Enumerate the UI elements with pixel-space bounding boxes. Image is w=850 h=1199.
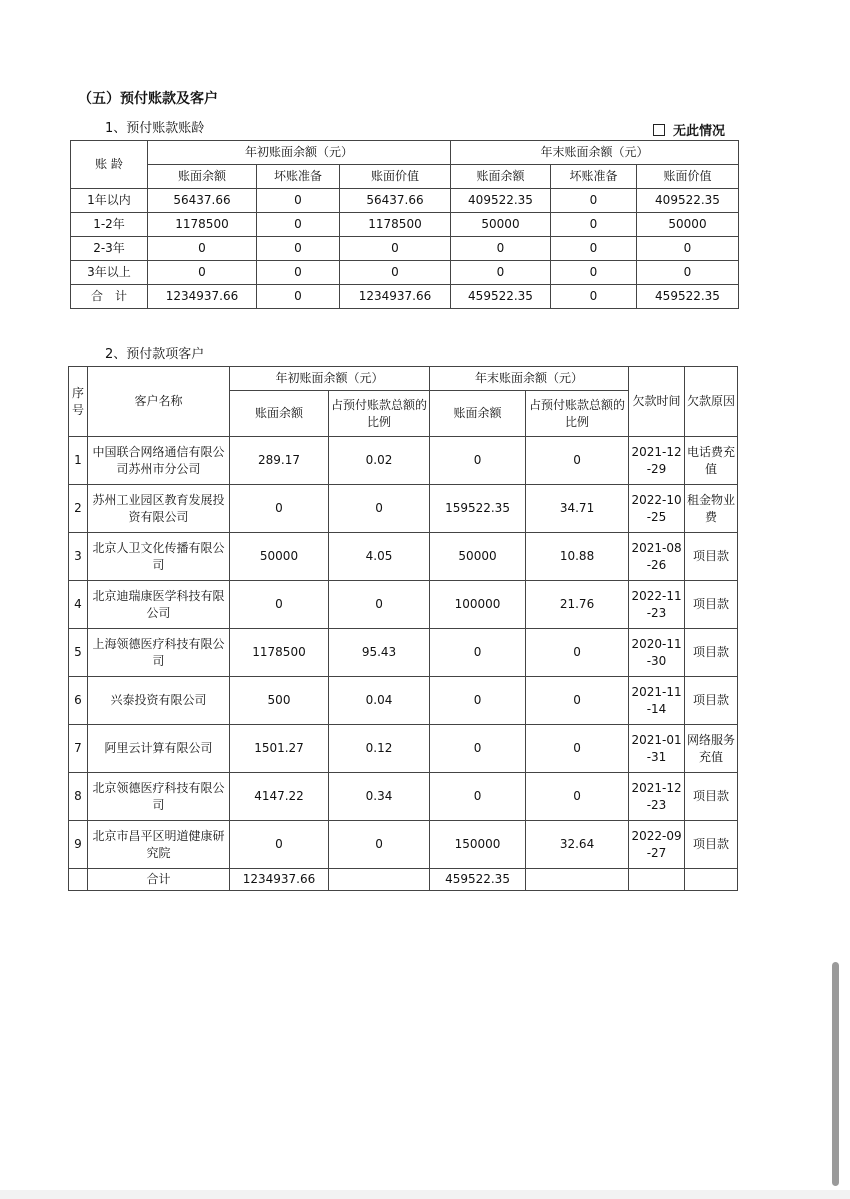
seq-cell: 4: [69, 581, 88, 629]
no-such-situation[interactable]: [653, 120, 725, 139]
seq-cell: 3: [69, 533, 88, 581]
end-ratio-cell: 10.88: [526, 533, 629, 581]
customer-row: [69, 677, 738, 725]
due-reason-cell: 项目款: [685, 629, 738, 677]
customer-row: [69, 725, 738, 773]
aging-value: 459522.35: [451, 285, 551, 309]
total-time: [629, 869, 685, 891]
end-balance-header: 年末账面余额（元）: [430, 367, 629, 391]
end-ratio-subheader: 占预付账款总额的比例: [526, 391, 629, 437]
aging-value: 0: [257, 237, 340, 261]
customer-row: [69, 629, 738, 677]
end-ratio-cell: 21.76: [526, 581, 629, 629]
begin-balance-cell: 1178500: [230, 629, 329, 677]
age-header: 账 龄: [71, 141, 148, 189]
begin-balance-cell: 4147.22: [230, 773, 329, 821]
sub-header: 账面价值: [637, 165, 739, 189]
customer-name-cell: 北京领德医疗科技有限公司: [88, 773, 230, 821]
due-time-cell: 2020-11-30: [629, 629, 685, 677]
checkbox-icon[interactable]: [653, 124, 665, 136]
aging-value: 0: [340, 261, 451, 285]
seq-cell: 1: [69, 437, 88, 485]
begin-ratio-cell: 0.34: [329, 773, 430, 821]
customer-row: [69, 773, 738, 821]
subsection-title-aging: 1、预付账款账龄: [105, 121, 205, 136]
sub-header: 坏账准备: [257, 165, 340, 189]
end-balance-cell: 159522.35: [430, 485, 526, 533]
begin-balance-cell: 50000: [230, 533, 329, 581]
end-balance-cell: 150000: [430, 821, 526, 869]
customer-name-cell: 中国联合网络通信有限公司苏州市分公司: [88, 437, 230, 485]
total-label: 合计: [88, 869, 230, 891]
aging-row: [71, 261, 739, 285]
end-balance-cell: 100000: [430, 581, 526, 629]
aging-value: 0: [451, 261, 551, 285]
sub-header: 坏账准备: [551, 165, 637, 189]
aging-period: 1年以内: [71, 189, 148, 213]
total-begin-balance: 1234937.66: [230, 869, 329, 891]
customer-row: [69, 533, 738, 581]
total-begin-ratio: [329, 869, 430, 891]
aging-value: 0: [451, 237, 551, 261]
aging-value: 0: [637, 261, 739, 285]
begin-ratio-subheader: 占预付账款总额的比例: [329, 391, 430, 437]
due-time-cell: 2021-12-23: [629, 773, 685, 821]
sub-header: 账面余额: [451, 165, 551, 189]
seq-cell: 8: [69, 773, 88, 821]
aging-value: 0: [551, 261, 637, 285]
end-ratio-cell: 0: [526, 629, 629, 677]
due-reason-cell: 租金物业费: [685, 485, 738, 533]
end-ratio-cell: 0: [526, 677, 629, 725]
seq-cell: 6: [69, 677, 88, 725]
begin-balance-cell: 500: [230, 677, 329, 725]
aging-value: 50000: [451, 213, 551, 237]
seq-cell: 2: [69, 485, 88, 533]
aging-value: 0: [257, 189, 340, 213]
begin-balance-cell: 0: [230, 581, 329, 629]
aging-value: 0: [637, 237, 739, 261]
scrollbar[interactable]: [832, 962, 839, 1186]
customer-name-header: 客户名称: [88, 367, 230, 437]
customer-name-cell: 北京迪瑞康医学科技有限公司: [88, 581, 230, 629]
end-balance-cell: 0: [430, 677, 526, 725]
aging-period: 3年以上: [71, 261, 148, 285]
due-reason-cell: 项目款: [685, 581, 738, 629]
begin-balance-subheader: 账面余额: [230, 391, 329, 437]
due-time-cell: 2021-12-29: [629, 437, 685, 485]
customer-name-cell: 上海领德医疗科技有限公司: [88, 629, 230, 677]
end-ratio-cell: 0: [526, 437, 629, 485]
begin-balance-cell: 1501.27: [230, 725, 329, 773]
customers-table: [68, 366, 738, 891]
due-reason-cell: 电话费充值: [685, 437, 738, 485]
no-such-situation-label: 无此情况: [673, 124, 726, 139]
aging-value: 0: [257, 261, 340, 285]
due-time-cell: 2021-08-26: [629, 533, 685, 581]
section-title: （五）预付账款及客户: [78, 91, 218, 107]
begin-ratio-cell: 0.02: [329, 437, 430, 485]
end-balance-subheader: 账面余额: [430, 391, 526, 437]
due-reason-cell: 项目款: [685, 677, 738, 725]
end-ratio-cell: 0: [526, 725, 629, 773]
begin-balance-header: 年初账面余额（元）: [230, 367, 430, 391]
aging-value: 56437.66: [340, 189, 451, 213]
aging-value: 0: [551, 237, 637, 261]
aging-value: 1234937.66: [148, 285, 257, 309]
bottom-bar: [0, 1190, 850, 1199]
sub-header: 账面价值: [340, 165, 451, 189]
aging-row: [71, 213, 739, 237]
aging-period: 1-2年: [71, 213, 148, 237]
seq-cell: 5: [69, 629, 88, 677]
customer-row: [69, 485, 738, 533]
customer-name-cell: 北京市昌平区明道健康研究院: [88, 821, 230, 869]
aging-period: 合 计: [71, 285, 148, 309]
end-ratio-cell: 0: [526, 773, 629, 821]
seq-cell: 7: [69, 725, 88, 773]
end-balance-cell: 0: [430, 725, 526, 773]
total-end-balance: 459522.35: [430, 869, 526, 891]
aging-period: 2-3年: [71, 237, 148, 261]
aging-value: 0: [340, 237, 451, 261]
begin-balance-cell: 0: [230, 485, 329, 533]
total-reason: [685, 869, 738, 891]
customer-name-cell: 兴泰投资有限公司: [88, 677, 230, 725]
end-ratio-cell: 34.71: [526, 485, 629, 533]
begin-ratio-cell: 0.12: [329, 725, 430, 773]
due-time-cell: 2022-10-25: [629, 485, 685, 533]
aging-row: [71, 285, 739, 309]
aging-value: 0: [257, 213, 340, 237]
aging-value: 0: [551, 189, 637, 213]
aging-value: 459522.35: [637, 285, 739, 309]
due-time-cell: 2021-11-14: [629, 677, 685, 725]
aging-row: [71, 189, 739, 213]
begin-ratio-cell: 0: [329, 821, 430, 869]
due-reason-cell: 项目款: [685, 821, 738, 869]
sub-header: 账面余额: [148, 165, 257, 189]
end-balance-cell: 0: [430, 437, 526, 485]
total-end-ratio: [526, 869, 629, 891]
due-time-cell: 2022-11-23: [629, 581, 685, 629]
begin-balance-cell: 289.17: [230, 437, 329, 485]
begin-ratio-cell: 0: [329, 581, 430, 629]
subsection-title-customers: 2、预付款项客户: [105, 347, 205, 362]
aging-value: 1178500: [340, 213, 451, 237]
aging-value: 0: [257, 285, 340, 309]
aging-value: 0: [551, 285, 637, 309]
due-time-cell: 2021-01-31: [629, 725, 685, 773]
aging-value: 0: [148, 237, 257, 261]
end-balance-cell: 0: [430, 773, 526, 821]
customer-row: [69, 437, 738, 485]
end-ratio-cell: 32.64: [526, 821, 629, 869]
begin-ratio-cell: 0: [329, 485, 430, 533]
begin-balance-cell: 0: [230, 821, 329, 869]
begin-ratio-cell: 4.05: [329, 533, 430, 581]
aging-value: 409522.35: [637, 189, 739, 213]
customer-name-cell: 苏州工业园区教育发展投资有限公司: [88, 485, 230, 533]
total-seq: [69, 869, 88, 891]
begin-balance-header: 年初账面余额（元）: [148, 141, 451, 165]
aging-value: 56437.66: [148, 189, 257, 213]
customer-row: [69, 821, 738, 869]
end-balance-cell: 0: [430, 629, 526, 677]
aging-value: 0: [148, 261, 257, 285]
aging-row: [71, 237, 739, 261]
begin-ratio-cell: 0.04: [329, 677, 430, 725]
aging-value: 0: [551, 213, 637, 237]
end-balance-cell: 50000: [430, 533, 526, 581]
aging-table: [70, 140, 739, 309]
aging-value: 1234937.66: [340, 285, 451, 309]
due-reason-cell: 网络服务充值: [685, 725, 738, 773]
customer-name-cell: 北京人卫文化传播有限公司: [88, 533, 230, 581]
due-reason-cell: 项目款: [685, 533, 738, 581]
end-balance-header: 年末账面余额（元）: [451, 141, 739, 165]
customer-row: [69, 581, 738, 629]
due-reason-header: 欠款原因: [685, 367, 738, 437]
begin-ratio-cell: 95.43: [329, 629, 430, 677]
due-reason-cell: 项目款: [685, 773, 738, 821]
aging-value: 409522.35: [451, 189, 551, 213]
aging-value: 50000: [637, 213, 739, 237]
seq-header: 序号: [69, 367, 88, 437]
aging-value: 1178500: [148, 213, 257, 237]
customer-name-cell: 阿里云计算有限公司: [88, 725, 230, 773]
seq-cell: 9: [69, 821, 88, 869]
due-time-header: 欠款时间: [629, 367, 685, 437]
due-time-cell: 2022-09-27: [629, 821, 685, 869]
